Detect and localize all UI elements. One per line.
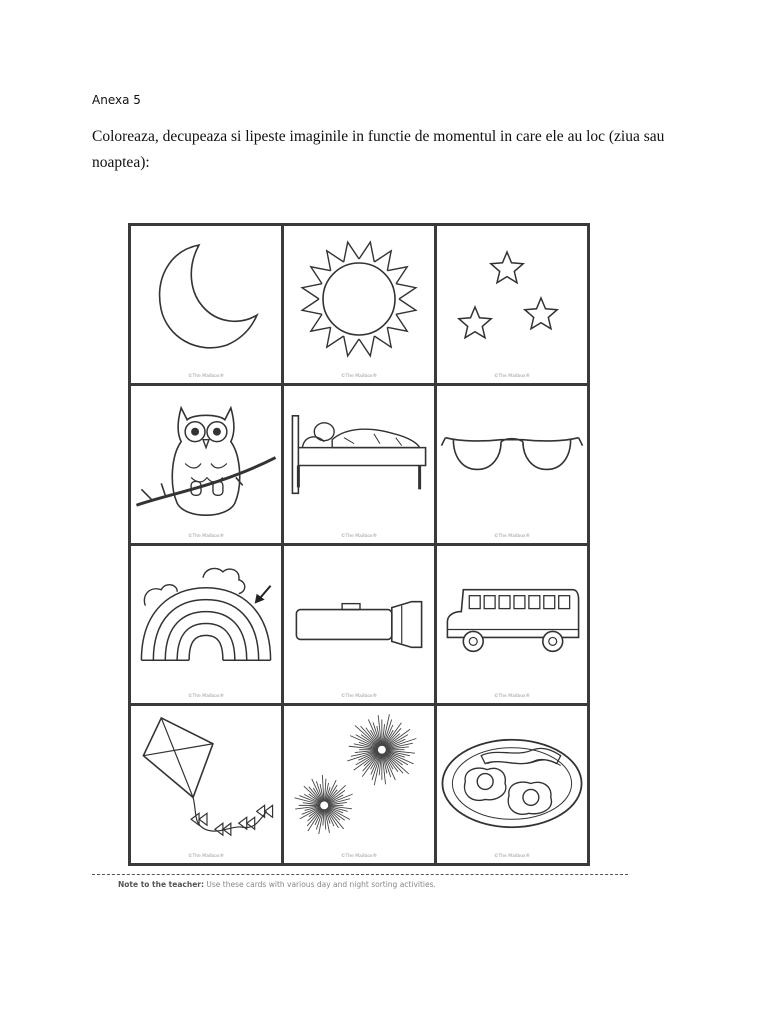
- card-credit: ©The Mailbox®: [187, 854, 225, 859]
- kite-icon: [131, 706, 281, 863]
- card-credit: ©The Mailbox®: [340, 374, 378, 379]
- picture-card-grid: [128, 223, 590, 866]
- card-moon: [131, 226, 281, 383]
- card-stars: [437, 226, 587, 383]
- moon-icon: [131, 226, 281, 383]
- card-credit: ©The Mailbox®: [493, 694, 531, 699]
- card-rainbow: [131, 546, 281, 703]
- card-credit: ©The Mailbox®: [187, 694, 225, 699]
- sleeping-child-in-bed-icon: [284, 386, 434, 543]
- cut-line: [92, 874, 628, 875]
- card-credit: ©The Mailbox®: [340, 694, 378, 699]
- card-credit: ©The Mailbox®: [340, 534, 378, 539]
- teacher-note-label: Note to the teacher:: [118, 880, 204, 889]
- sun-icon: [284, 226, 434, 383]
- stars-icon: [437, 226, 587, 383]
- annex-label: Anexa 5: [92, 93, 141, 107]
- instructions-text: Coloreaza, decupeaza si lipeste imaginile in functie de momentul in care ele au loc (ziua sau noaptea):: [92, 128, 665, 171]
- card-sunglasses: [437, 386, 587, 543]
- fireworks-icon: [284, 706, 434, 863]
- rainbow-icon: [131, 546, 281, 703]
- card-eggs-bacon: [437, 706, 587, 863]
- card-kite: [131, 706, 281, 863]
- card-credit: ©The Mailbox®: [187, 534, 225, 539]
- card-credit: ©The Mailbox®: [493, 854, 531, 859]
- teacher-note: [118, 880, 436, 889]
- card-credit: ©The Mailbox®: [493, 374, 531, 379]
- card-credit: ©The Mailbox®: [187, 374, 225, 379]
- card-school-bus: [437, 546, 587, 703]
- card-credit: ©The Mailbox®: [493, 534, 531, 539]
- card-sleeping-child: [284, 386, 434, 543]
- school-bus-icon: [437, 546, 587, 703]
- owl-icon: [131, 386, 281, 543]
- card-owl: [131, 386, 281, 543]
- card-flashlight: [284, 546, 434, 703]
- flashlight-icon: [284, 546, 434, 703]
- card-sun: [284, 226, 434, 383]
- eggs-and-bacon-plate-icon: [437, 706, 587, 863]
- card-fireworks: [284, 706, 434, 863]
- sunglasses-icon: [437, 386, 587, 543]
- teacher-note-text: Use these cards with various day and night sorting activities.: [206, 880, 436, 889]
- card-credit: ©The Mailbox®: [340, 854, 378, 859]
